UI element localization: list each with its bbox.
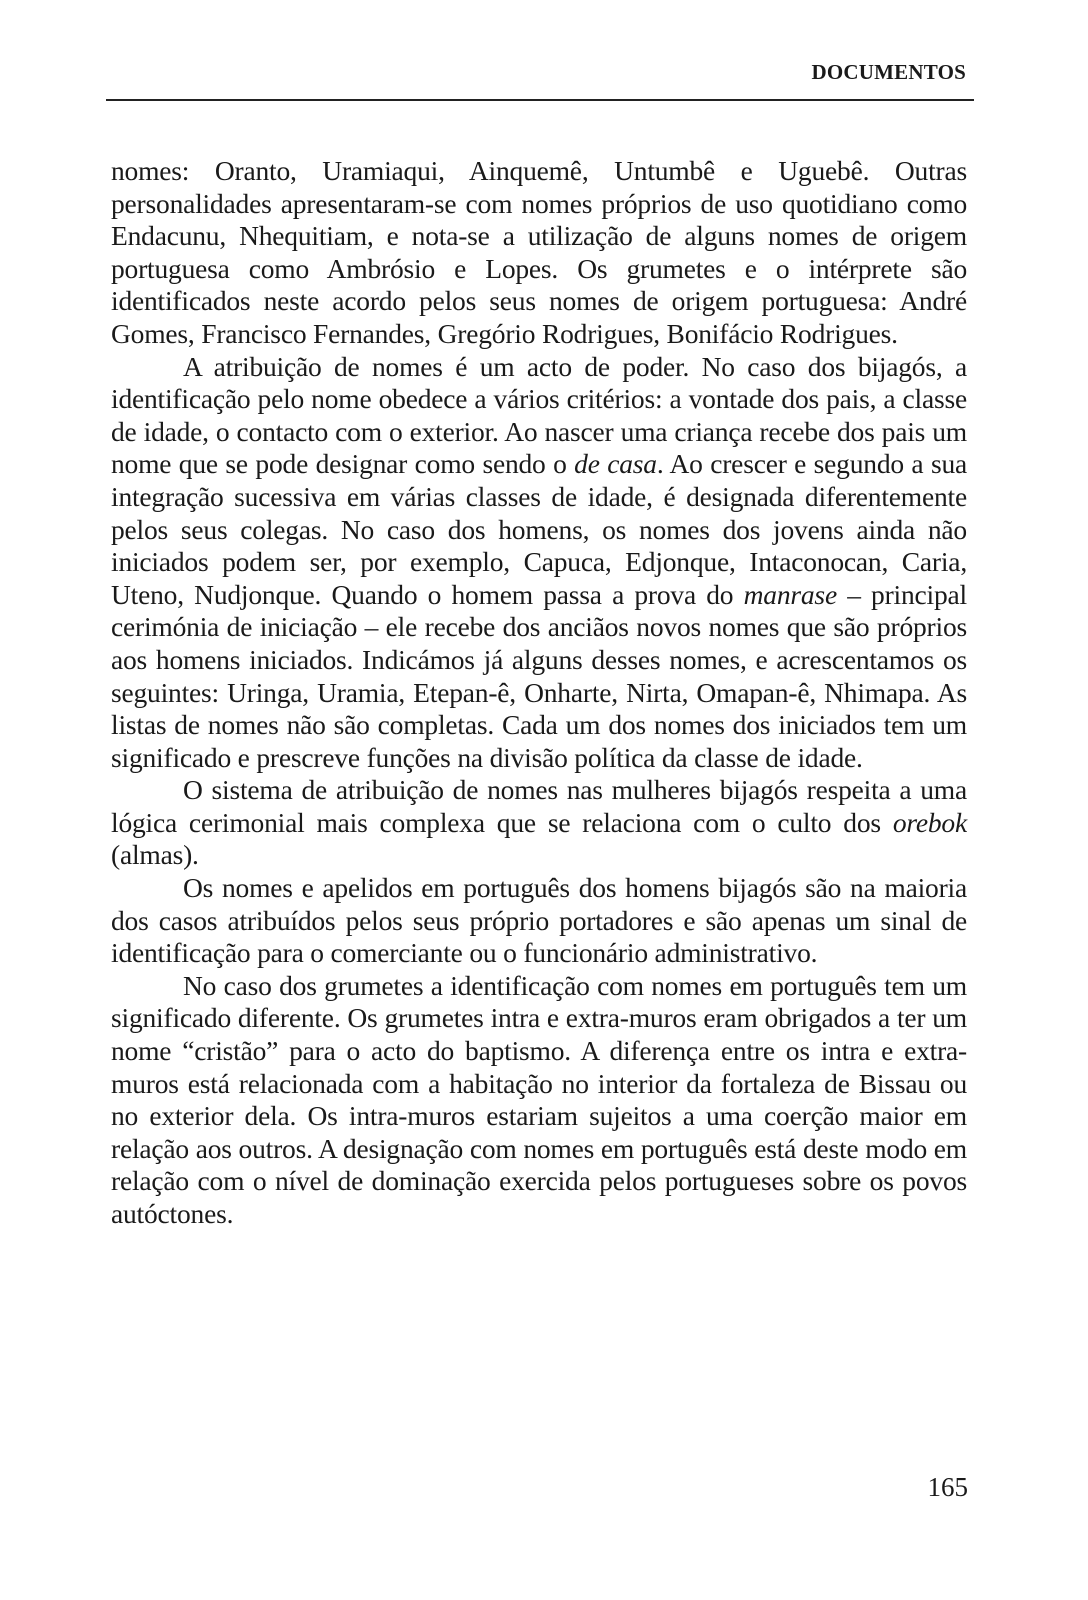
italic-term-de-casa: de casa bbox=[574, 448, 657, 480]
paragraph-text: – principal cerimónia de iniciação – ele recebe dos anciãos novos nomes que são próprios aos homens iniciados. Indicámos já alguns desses nomes, e acrescentamos os seguintes: Uringa, Uramia, Etepan-ê, Onharte, Nirta, Omapan-ê, Nhimapa. As listas de nomes não são completas. Cada um dos nomes dos iniciados tem um significado e prescreve funções na divisão política da classe de idade. bbox=[111, 578, 967, 773]
italic-term-manrase: manrase bbox=[743, 578, 837, 610]
header-rule bbox=[106, 99, 974, 101]
page-number: 165 bbox=[927, 1472, 968, 1502]
paragraph-text: . Ao crescer e segundo a sua integração sucessiva em várias classes de idade, é designada diferentemente pelos seus colegas. No caso dos homens, os nomes dos jovens ainda não iniciados podem ser, por exemplo, Capuca, Edjonque, Intaconocan, Caria, Uteno, Nudjonque. Quando o homem passa a prova do bbox=[111, 448, 968, 610]
paragraph-3 bbox=[111, 774, 967, 872]
paragraph-1 bbox=[111, 155, 967, 351]
paragraph-text: (almas). bbox=[111, 839, 199, 871]
paragraph-text: Os nomes e apelidos em português dos homens bijagós são na maioria dos casos atribuídos pelos seus próprio portadores e são apenas um sinal de identificação para o comerciante ou o funcionário administrativo. bbox=[111, 872, 967, 969]
paragraph-5 bbox=[111, 970, 967, 1231]
italic-term-orebok: orebok bbox=[892, 806, 967, 838]
paragraph-text: nomes: Oranto, Uramiaqui, Ainquemê, Untumbê e Uguebê. Outras personalidades apresentaram-se com nomes próprios de uso quotidiano como Endacunu, Nhequitiam, e nota-se a utilização de alguns nomes de origem portuguesa como Ambrósio e Lopes. Os grumetes e o intérprete são identificados neste acordo pelos seus nomes de origem portuguesa: André Gomes, Francisco Fernandes, Gregório Rodrigues, Bonifácio Rodrigues. bbox=[111, 155, 967, 349]
running-head: DOCUMENTOS bbox=[811, 60, 966, 84]
paragraph-text: No caso dos grumetes a identificação com nomes em português tem um significado diferente. Os grumetes intra e extra-muros eram obrigados a ter um nome “cristão” para o acto do baptismo. A diferença entre os intra e extra-muros está relacionada com a habitação no interior da fortaleza de Bissau ou no exterior dela. Os intra-muros estariam sujeitos a uma coerção maior em relação aos outros. A designação com nomes em português está deste modo em relação com o nível de dominação exercida pelos portugueses sobre os povos autóctones. bbox=[111, 969, 967, 1229]
paragraph-4 bbox=[111, 872, 967, 970]
paragraph-text: O sistema de atribuição de nomes nas mulheres bijagós respeita a uma lógica cerimonial mais complexa que se relaciona com o culto dos bbox=[111, 774, 967, 838]
paragraph-text: A atribuição de nomes é um acto de poder. No caso dos bijagós, a identificação pelo nome obedece a vários critérios: a vontade dos pais, a classe de idade, o contacto com o exterior. Ao nascer uma criança recebe dos pais um nome que se pode designar como sendo o bbox=[111, 350, 967, 480]
paragraph-2 bbox=[111, 351, 967, 775]
body-text bbox=[111, 155, 967, 1231]
